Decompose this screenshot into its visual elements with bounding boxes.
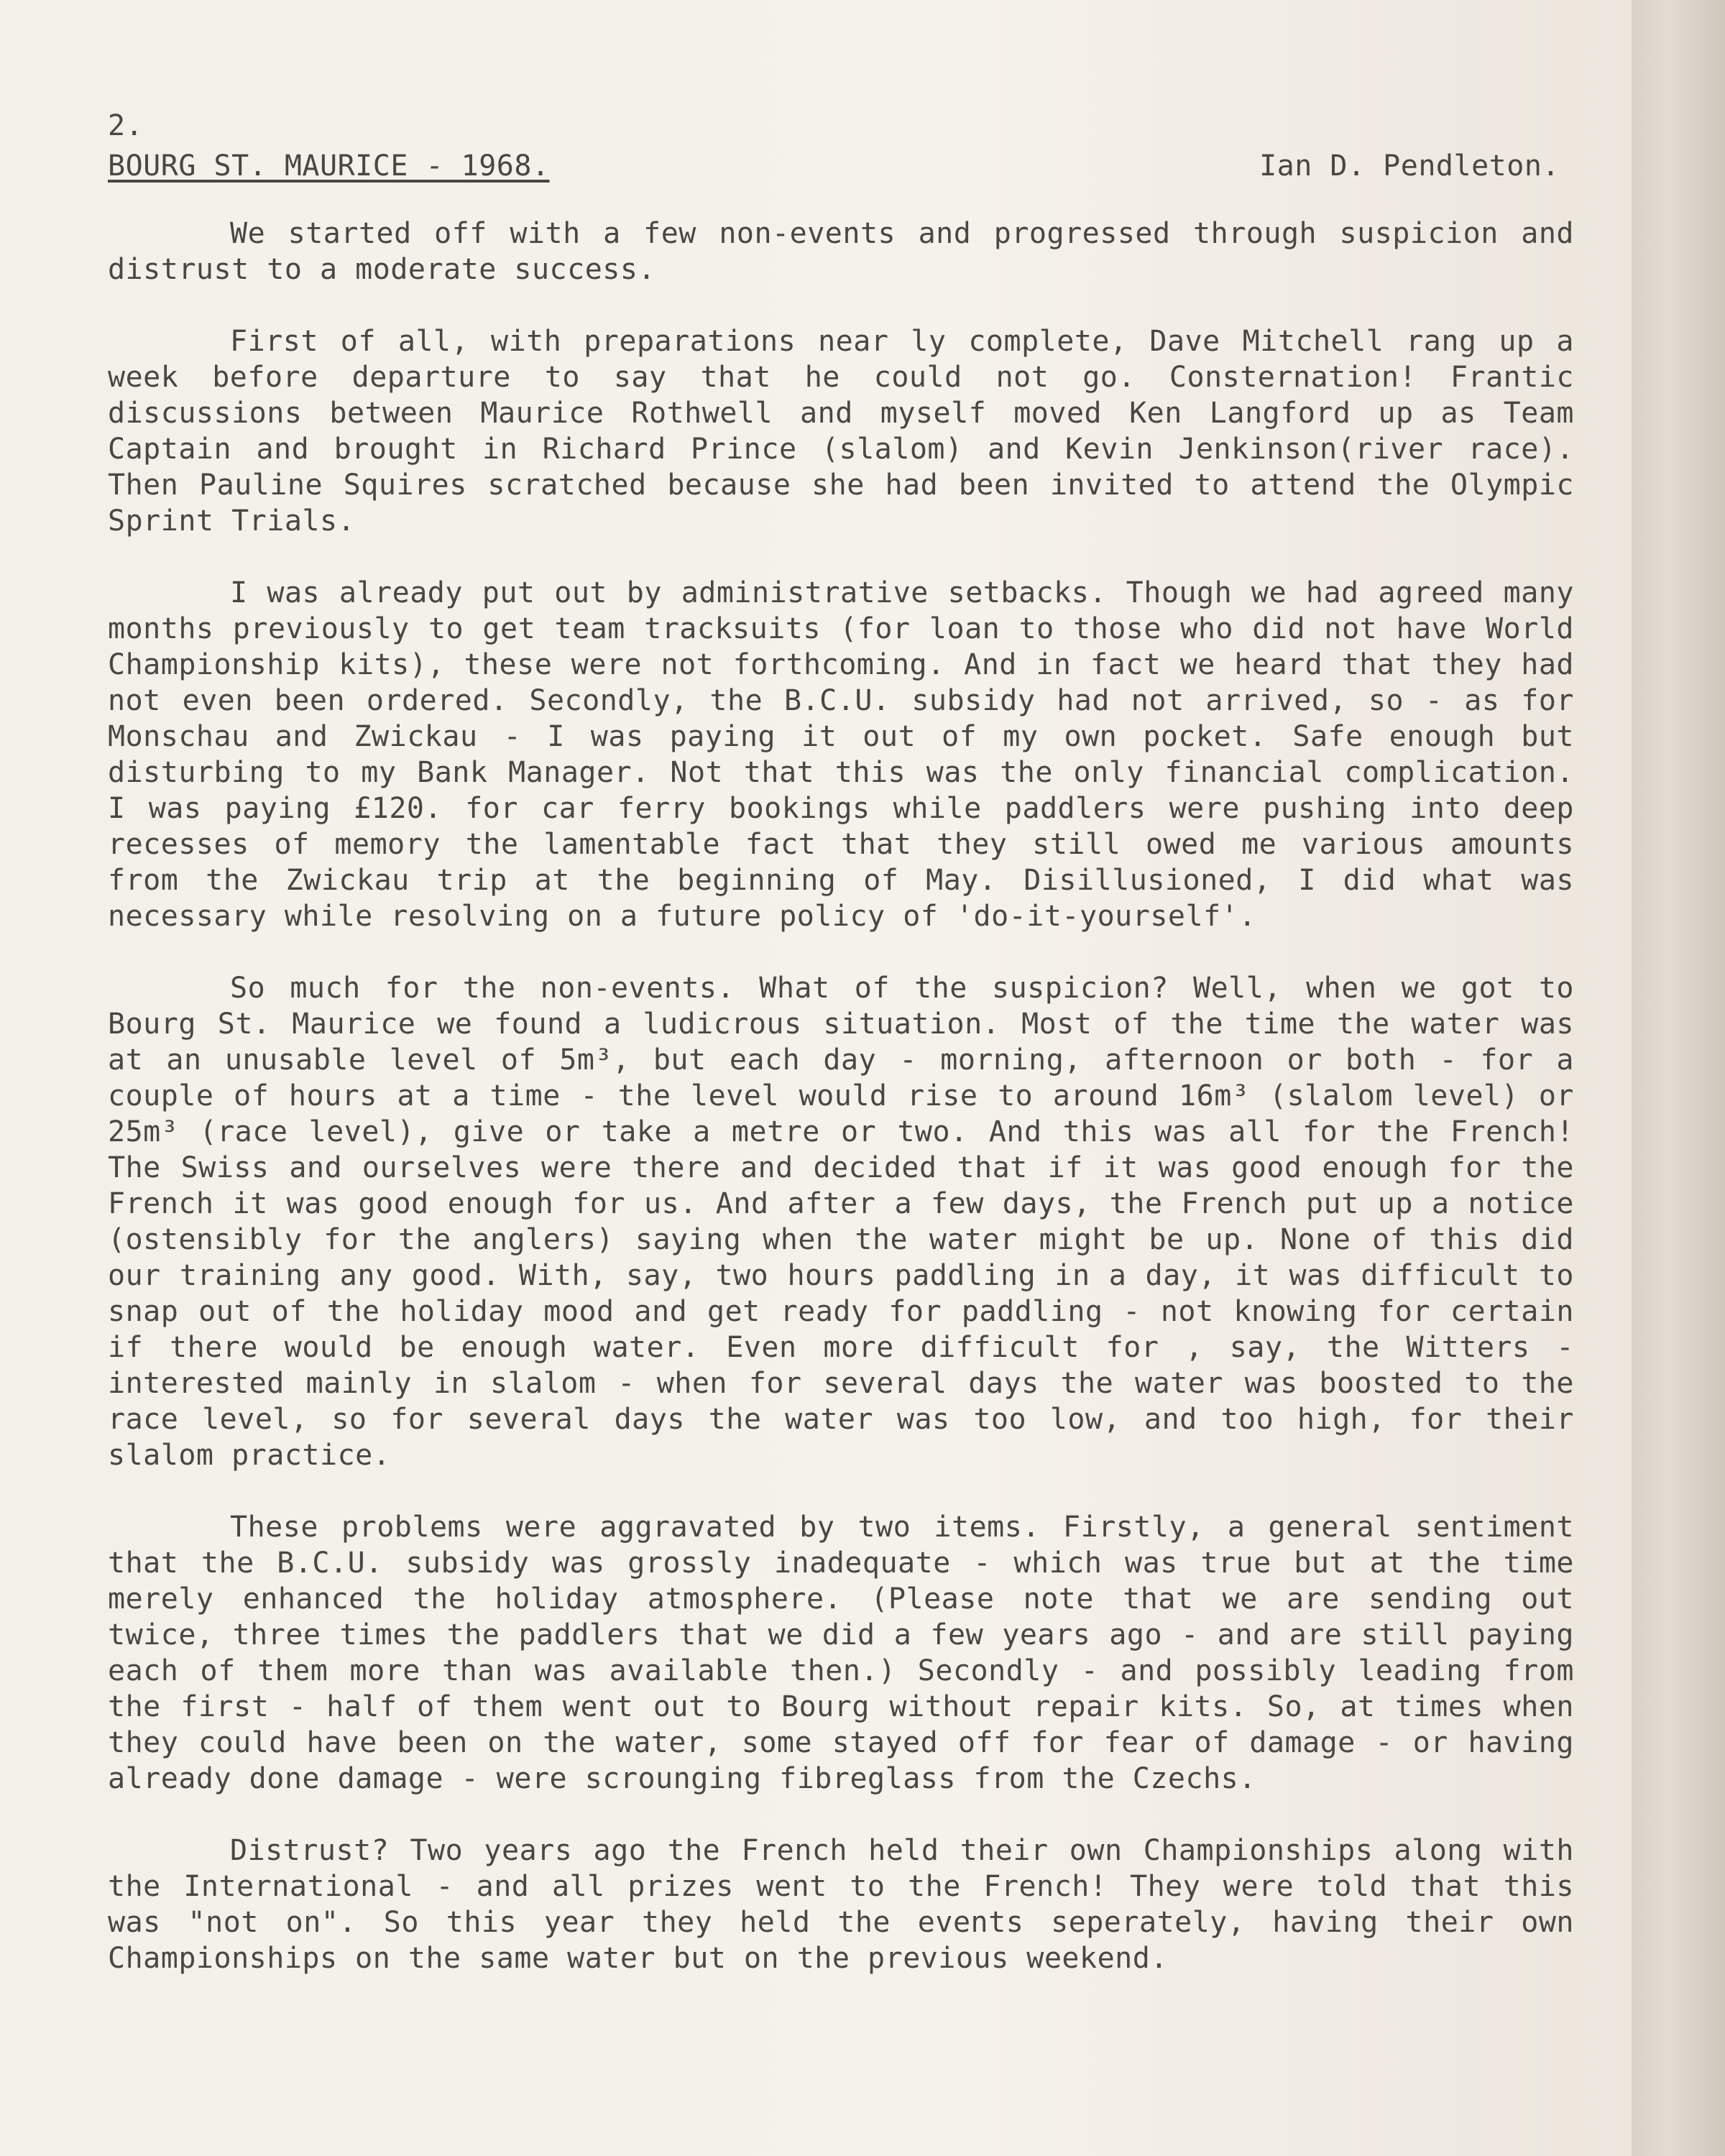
paragraph-setbacks: I was already put out by administrative setbacks. Though we had agreed many months previously to get team tracksuits (for loan to those who did not have World Championship kits), these were not forthcoming. And in fact we heard that they had not even been ordered. Secondly, the B.C.U. subsidy had not arrived, so - as for Monschau and Zwickau - I was paying it out of my own pocket. Safe enough but disturbing to my Bank Manager. Not that this was the only financial complication. I was paying £120. for car ferry bookings while paddlers were pushing into deep recesses of memory the lamentable fact that they still owed me various amounts from the Zwickau trip at the beginning of May. Disillusioned, I did what was necessary while resolving on a future policy of 'do-it-yourself'. bbox=[108, 576, 1574, 933]
page-content bbox=[108, 108, 1574, 2012]
article-author: Ian D. Pendleton. bbox=[1259, 149, 1560, 183]
adjacent-page-edge bbox=[1632, 0, 1725, 2156]
paragraph-suspicion: So much for the non-events. What of the suspicion? Well, when we got to Bourg St. Maurice we found a ludicrous situation. Most of the time the water was at an unusable level of 5m³, but each day - morning, afternoon or both - for a couple of hours at a time - the level would rise to around 16m³ (slalom level) or 25m³ (race level), give or take a metre or two. And this was all for the French! The Swiss and ourselves were there and decided that if it was good enough for the French it was good enough for us. And after a few days, the French put up a notice (ostensibly for the anglers) saying when the water might be up. None of this did our training any good. With, say, two hours paddling in a day, it was difficult to snap out of the holiday mood and get ready for paddling - not knowing for certain if there would be enough water. Even more difficult for , say, the Witters - interested mainly in slalom - when for several days the water was boosted to the race level, so for several days the water was too low, and too high, for their slalom practice. bbox=[108, 972, 1574, 1472]
paragraph-intro: We started off with a few non-events and progressed through suspicion and distrust to a moderate success. bbox=[108, 217, 1574, 286]
paragraph-problems: These problems were aggravated by two items. Firstly, a general sentiment that the B.C.U. subsidy was grossly inadequate - which was true but at the time merely enhanced the holiday atmosphere. (Please note that we are sending out twice, three times the paddlers that we did a few years ago - and are still paying each of them more than was available then.) Secondly - and possibly leading from the first - half of them went out to Bourg without repair kits. So, at times when they could have been on the water, some stayed off for fear of damage - or having already done damage - were scrounging fibreglass from the Czechs. bbox=[108, 1511, 1574, 1795]
paragraph-preparations: First of all, with preparations near ly complete, Dave Mitchell rang up a week before departure to say that he could not go. Consternation! Frantic discussions between Maurice Rothwell and myself moved Ken Langford up as Team Captain and brought in Richard Prince (slalom) and Kevin Jenkinson(river race). Then Pauline Squires scratched because she had been invited to attend the Olympic Sprint Trials. bbox=[108, 325, 1574, 538]
header-row bbox=[108, 148, 1574, 184]
paragraph-distrust: Distrust? Two years ago the French held their own Championships along with the International - and all prizes went to the French! They were told that this was "not on". So this year they held the events seperately, having their own Championships on the same water but on the previous weekend. bbox=[108, 1834, 1574, 1975]
page-number: 2. bbox=[108, 109, 144, 142]
article-title: BOURG ST. MAURICE - 1968. bbox=[108, 149, 550, 183]
